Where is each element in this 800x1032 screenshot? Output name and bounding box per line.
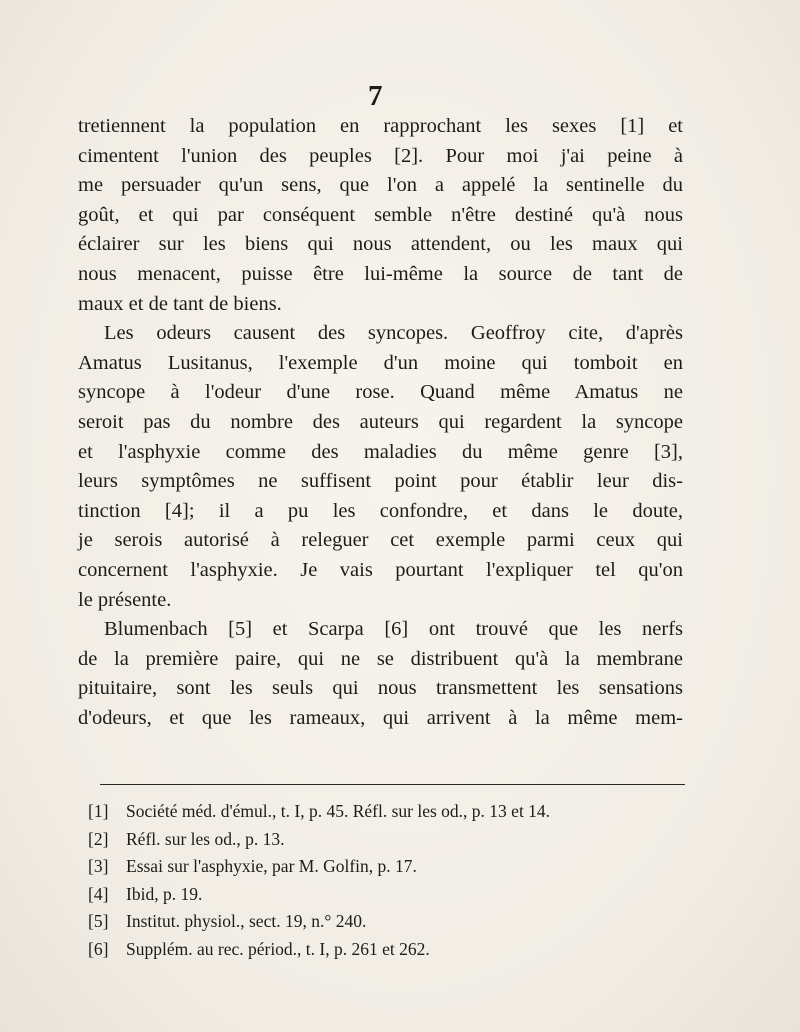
footnote-mark: [1] — [88, 801, 109, 821]
footnote-text: Institut. physiol., sect. 19, n.° 240. — [126, 911, 367, 932]
footnote-mark: [2] — [88, 828, 109, 849]
text-line: goût, et qui par conséquent semble n'être destiné qu'à nous — [78, 203, 683, 226]
footnotes — [88, 798, 688, 964]
text-line: cimentent l'union des peuples [2]. Pour moi j'ai peine à — [78, 144, 683, 167]
text-line: me persuader qu'un sens, que l'on a appelé la sentinelle du — [78, 174, 683, 197]
text-line: seroit pas du nombre des auteurs qui regardent la syncope — [78, 410, 683, 433]
text-line: éclairer sur les biens qui nous attendent, ou les maux qui — [78, 233, 683, 256]
text-line: et l'asphyxie comme des maladies du même genre [3], — [78, 440, 683, 463]
text-line: nous menacent, puisse être lui-même la source de tant de — [78, 262, 683, 285]
text-line: Les odeurs causent des syncopes. Geoffroy cite, d'après — [104, 322, 683, 345]
text-line: Blumenbach [5] et Scarpa [6] ont trouvé que les nerfs — [104, 618, 683, 641]
footnote-mark: [5] — [88, 911, 109, 932]
footnote-mark: [4] — [88, 883, 109, 904]
text-line: maux et de tant de biens. — [78, 292, 282, 315]
footnote — [88, 881, 688, 909]
text-line: d'odeurs, et que les rameaux, qui arrivent à la même mem- — [78, 706, 683, 729]
footnote-mark: [6] — [88, 938, 109, 959]
footnote-text: Ibid, p. 19. — [126, 883, 203, 904]
text-line: je serois autorisé à releguer cet exemple parmi ceux qui — [78, 529, 683, 552]
text-line: concernent l'asphyxie. Je vais pourtant l'expliquer tel qu'on — [78, 558, 683, 581]
footnote-text: Société méd. d'émul., t. I, p. 45. Réfl. sur les od., p. 13 et 14. — [126, 801, 551, 821]
text-line: pituitaire, sont les seuls qui nous transmettent les sensations — [78, 677, 683, 700]
footnote — [88, 853, 688, 881]
text-line: de la première paire, qui ne se distribuent qu'à la membrane — [78, 647, 683, 670]
page-number: 7 — [368, 80, 383, 112]
footnote — [88, 936, 688, 964]
footnote-divider — [100, 784, 685, 785]
footnote-text: Supplém. au rec. périod., t. I, p. 261 et 262. — [126, 938, 430, 959]
text-line: Amatus Lusitanus, l'exemple d'un moine qui tomboit en — [78, 351, 683, 374]
text-line: le présente. — [78, 588, 172, 611]
text-line: tretiennent la population en rapprochant les sexes [1] et — [78, 115, 683, 137]
footnote-text: Essai sur l'asphyxie, par M. Golfin, p. 17. — [126, 856, 417, 877]
footnote-mark: [3] — [88, 856, 109, 877]
text-line: tinction [4]; il a pu les confondre, et dans le doute, — [78, 499, 683, 522]
text-line: syncope à l'odeur d'une rose. Quand même Amatus ne — [78, 381, 683, 404]
footnote — [88, 826, 688, 854]
footnote-text: Réfl. sur les od., p. 13. — [126, 828, 285, 849]
text-line: leurs symptômes ne suffisent point pour établir leur dis- — [78, 470, 683, 493]
body-text — [78, 112, 683, 733]
footnote — [88, 798, 688, 826]
footnote — [88, 908, 688, 936]
